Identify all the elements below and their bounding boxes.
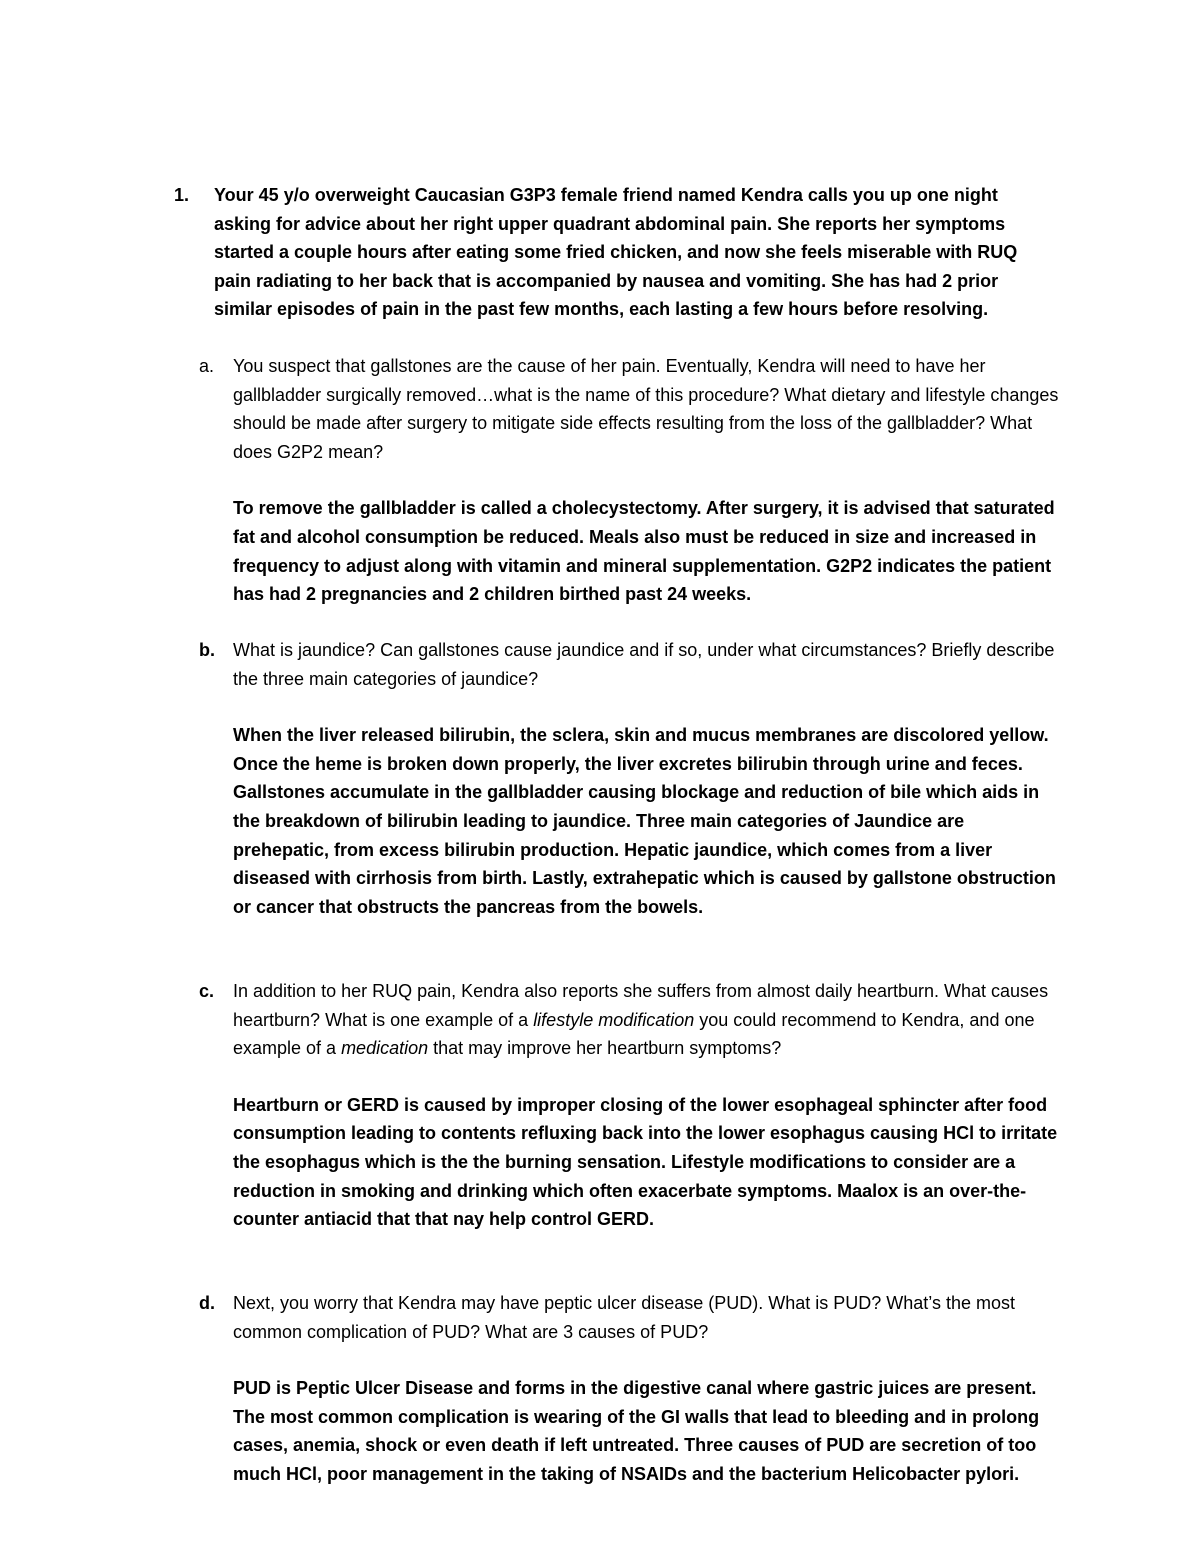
question-number: 1. (174, 185, 190, 205)
part-question (233, 977, 1059, 1063)
part-a (199, 352, 1059, 609)
part-question-text-3: that may improve her heartburn symptoms? (428, 1038, 782, 1059)
part-question: What is jaundice? Can gallstones cause jaundice and if so, under what circumstances? Briefly describe the three main categories of jaundice? (233, 640, 1055, 689)
part-question: Next, you worry that Kendra may have peptic ulcer disease (PUD). What is PUD? What’s the most common complication of PUD? What are 3 causes of PUD? (233, 1293, 1015, 1342)
part-question: You suspect that gallstones are the cause of her pain. Eventually, Kendra will need to have her gallbladder surgically removed…what is the name of this procedure? What dietary and lifestyle changes should be made after surgery to mitigate side effects resulting from the loss of the gallbladder? What does G2P2 mean? (233, 356, 1059, 462)
part-question-emphasis-1: lifestyle modification (533, 1009, 695, 1030)
part-letter: c. (199, 981, 215, 1001)
part-answer: When the liver released bilirubin, the sclera, skin and mucus membranes are discolored yellow. Once the heme is broken down properly, the liver excretes bilirubin through urine and feces. Gallstones accumulate in the gallbladder causing blockage and reduction of bile which aids in the breakdown of bilirubin leading to jaundice. Three main categories of Jaundice are prehepatic, from excess bilirubin production. Hepatic jaundice, which comes from a liver diseased with cirrhosis from birth. Lastly, extrahepatic which is caused by gallstone obstruction or cancer that obstructs the pancreas from the bowels. (233, 725, 1056, 917)
part-answer: PUD is Peptic Ulcer Disease and forms in the digestive canal where gastric juices are present. The most common complication is wearing of the GI walls that lead to bleeding and in prolong cases, anemia, shock or even death if left untreated. Three causes of PUD are secretion of too much HCl, poor management in the taking of NSAIDs and the bacterium Helicobacter pylori. (233, 1378, 1040, 1484)
part-letter: b. (199, 640, 215, 660)
part-question-emphasis-2: medication (341, 1038, 429, 1059)
part-b (199, 636, 1059, 921)
part-question-text-1: In addition to her RUQ pain, Kendra also reports she suffers from almost daily heartburn. What causes heartburn? What is one example of a (233, 981, 1049, 1030)
part-answer: Heartburn or GERD is caused by improper closing of the lower esophageal sphincter after food consumption leading to contents refluxing back into the lower esophagus causing HCl to irritate the esophagus which is the the burning sensation. Lifestyle modifications to consider are a reduction in smoking and drinking which often exacerbate symptoms. Maalox is an over-the-counter antiacid that that nay help control GERD. (233, 1094, 1058, 1230)
part-question-text-2: you could recommend to Kendra, and one example of a (233, 1009, 1035, 1059)
question-text: Your 45 y/o overweight Caucasian G3P3 female friend named Kendra calls you up one night asking for advice about her right upper quadrant abdominal pain. She reports her symptoms started a couple hours after eating some fried chicken, and now she feels miserable with RUQ pain radiating to her back that is accompanied by nausea and vomiting. She has had 2 prior similar episodes of pain in the past few months, each lasting a few hours before resolving. (214, 185, 1018, 320)
part-c (199, 977, 1059, 1234)
part-letter: d. (199, 1293, 215, 1313)
part-letter: a. (199, 356, 215, 376)
part-answer: To remove the gallbladder is called a cholecystectomy. After surgery, it is advised that saturated fat and alcohol consumption be reduced. Meals also must be reduced in size and increased in frequency to adjust along with vitamin and mineral supplementation. G2P2 indicates the patient has had 2 pregnancies and 2 children birthed past 24 weeks. (233, 498, 1055, 605)
part-d (199, 1289, 1059, 1489)
question-1 (174, 181, 1054, 324)
